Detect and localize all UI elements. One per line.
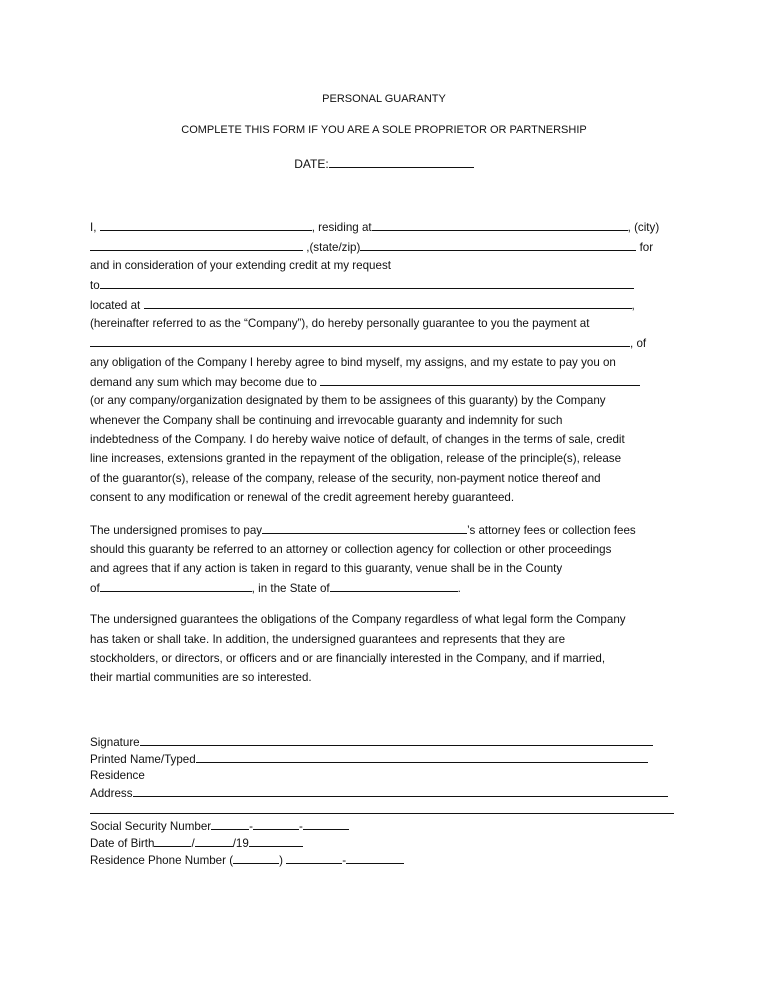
text-state-zip: ,(state/zip) xyxy=(303,241,361,254)
phone-prefix-field[interactable] xyxy=(286,853,342,864)
phone-number-field[interactable] xyxy=(346,853,404,864)
printed-name-field[interactable] xyxy=(196,752,648,763)
p1-line-2 xyxy=(90,240,653,255)
text-attorney-fees: ’s attorney fees or collection fees xyxy=(467,524,636,537)
p1-line-10: (or any company/organization designated by them to be assignees of this guaranty) by the Company xyxy=(90,394,606,407)
ssn-dash-2: - xyxy=(299,820,303,833)
p1-line-7 xyxy=(90,336,646,351)
residence-label: Residence xyxy=(90,769,145,782)
ssn-part-3[interactable] xyxy=(303,819,349,830)
text-to: to xyxy=(90,279,100,292)
text-located-at: located at xyxy=(90,299,141,312)
dob-label: Date of Birth xyxy=(90,837,155,850)
text-of-county: of xyxy=(90,582,100,595)
p1-line-9 xyxy=(90,375,640,390)
p1-line-11: whenever the Company shall be continuing and irrevocable guaranty and indemnity for such xyxy=(90,414,563,427)
p2-line-2: should this guaranty be referred to an attorney or collection agency for collection or other proceedings xyxy=(90,543,612,556)
signature-field[interactable] xyxy=(140,735,653,746)
p3-line-4: their martial communities are so interested. xyxy=(90,671,312,684)
address-field[interactable] xyxy=(372,220,628,231)
text-period: . xyxy=(457,582,461,595)
p1-line-4 xyxy=(90,278,634,293)
dob-year-field[interactable] xyxy=(249,836,303,847)
date-field[interactable] xyxy=(329,157,474,168)
county-field[interactable] xyxy=(100,581,252,592)
address-line xyxy=(90,786,668,801)
printed-name-label: Printed Name/Typed xyxy=(90,753,196,766)
p2-line-3: and agrees that if any action is taken in regard to this guaranty, venue shall be in the County xyxy=(90,562,563,575)
ssn-part-2[interactable] xyxy=(253,819,299,830)
p1-line-1 xyxy=(90,220,659,235)
p3-line-3: stockholders, or directors, or officers and or are financially interested in the Company, and if married, xyxy=(90,652,606,665)
state-zip-field[interactable] xyxy=(360,240,636,251)
date-label: DATE: xyxy=(294,157,329,171)
form-subtitle: COMPLETE THIS FORM IF YOU ARE A SOLE PROPRIETOR OR PARTNERSHIP xyxy=(181,124,587,136)
payee-field[interactable] xyxy=(320,375,640,386)
ssn-dash-1: - xyxy=(249,820,254,833)
text-for: for xyxy=(639,241,654,254)
text-of: , of xyxy=(630,337,647,350)
p2-line-4 xyxy=(90,581,461,596)
phone-area-code-field[interactable] xyxy=(233,853,279,864)
city-field[interactable] xyxy=(90,240,303,251)
creditor-field[interactable] xyxy=(100,278,634,289)
signature-line xyxy=(90,735,653,750)
ssn-line xyxy=(90,819,349,834)
fees-payee-field[interactable] xyxy=(262,523,467,534)
p1-line-6: (hereinafter referred to as the “Company”), do hereby personally guarantee to you the payment at xyxy=(90,317,590,330)
state-field[interactable] xyxy=(330,581,458,592)
dob-line xyxy=(90,836,303,851)
text-comma: , xyxy=(631,299,635,312)
date-line xyxy=(0,157,768,171)
ssn-part-1[interactable] xyxy=(211,819,249,830)
phone-close-paren: ) xyxy=(279,854,283,867)
dob-day-field[interactable] xyxy=(195,836,233,847)
signature-label: Signature xyxy=(90,736,140,749)
text-due-to: demand any sum which may become due to xyxy=(90,376,317,389)
p1-line-5 xyxy=(90,298,635,313)
form-title: PERSONAL GUARANTY xyxy=(322,93,446,105)
text-state-of: , in the State of xyxy=(251,582,330,595)
phone-label: Residence Phone Number ( xyxy=(90,854,234,867)
p1-line-15: consent to any modification or renewal of the credit agreement hereby guaranteed. xyxy=(90,491,515,504)
phone-line xyxy=(90,853,404,868)
address-label: Address xyxy=(90,787,133,800)
creditor-location-field[interactable] xyxy=(144,298,632,309)
company-field[interactable] xyxy=(90,336,630,347)
p1-line-8: any obligation of the Company I hereby agree to bind myself, my assigns, and my estate to pay you on xyxy=(90,356,616,369)
p1-line-12: indebtedness of the Company. I do hereby waive notice of default, of changes in the terms of sale, credit xyxy=(90,433,625,446)
text-promises-to-pay: The undersigned promises to pay xyxy=(90,524,263,537)
p1-line-3: and in consideration of your extending credit at my request xyxy=(90,259,391,272)
name-field[interactable] xyxy=(100,220,312,231)
text-residing-at: , residing at xyxy=(311,221,372,234)
p1-line-13: line increases, extensions granted in the repayment of the obligation, release of the principle(s), release xyxy=(90,452,622,465)
ssn-label: Social Security Number xyxy=(90,820,212,833)
text-i: I, xyxy=(90,221,97,234)
p3-line-2: has taken or shall take. In addition, the undersigned guarantees and represents that they are xyxy=(90,633,566,646)
residence-address-field[interactable] xyxy=(133,786,668,797)
address-line-2 xyxy=(90,803,674,818)
dob-month-field[interactable] xyxy=(154,836,191,847)
text-city: , (city) xyxy=(627,221,660,234)
residence-address-field-2[interactable] xyxy=(90,803,674,814)
printed-name-line xyxy=(90,752,648,767)
p1-line-14: of the guarantor(s), release of the company, release of the security, non-payment notice thereof and xyxy=(90,472,601,485)
dob-slash: / xyxy=(191,837,195,850)
p3-line-1: The undersigned guarantees the obligations of the Company regardless of what legal form the Company xyxy=(90,613,626,626)
p2-line-1 xyxy=(90,523,636,538)
phone-dash: - xyxy=(342,854,347,867)
dob-century: /19 xyxy=(232,837,249,850)
